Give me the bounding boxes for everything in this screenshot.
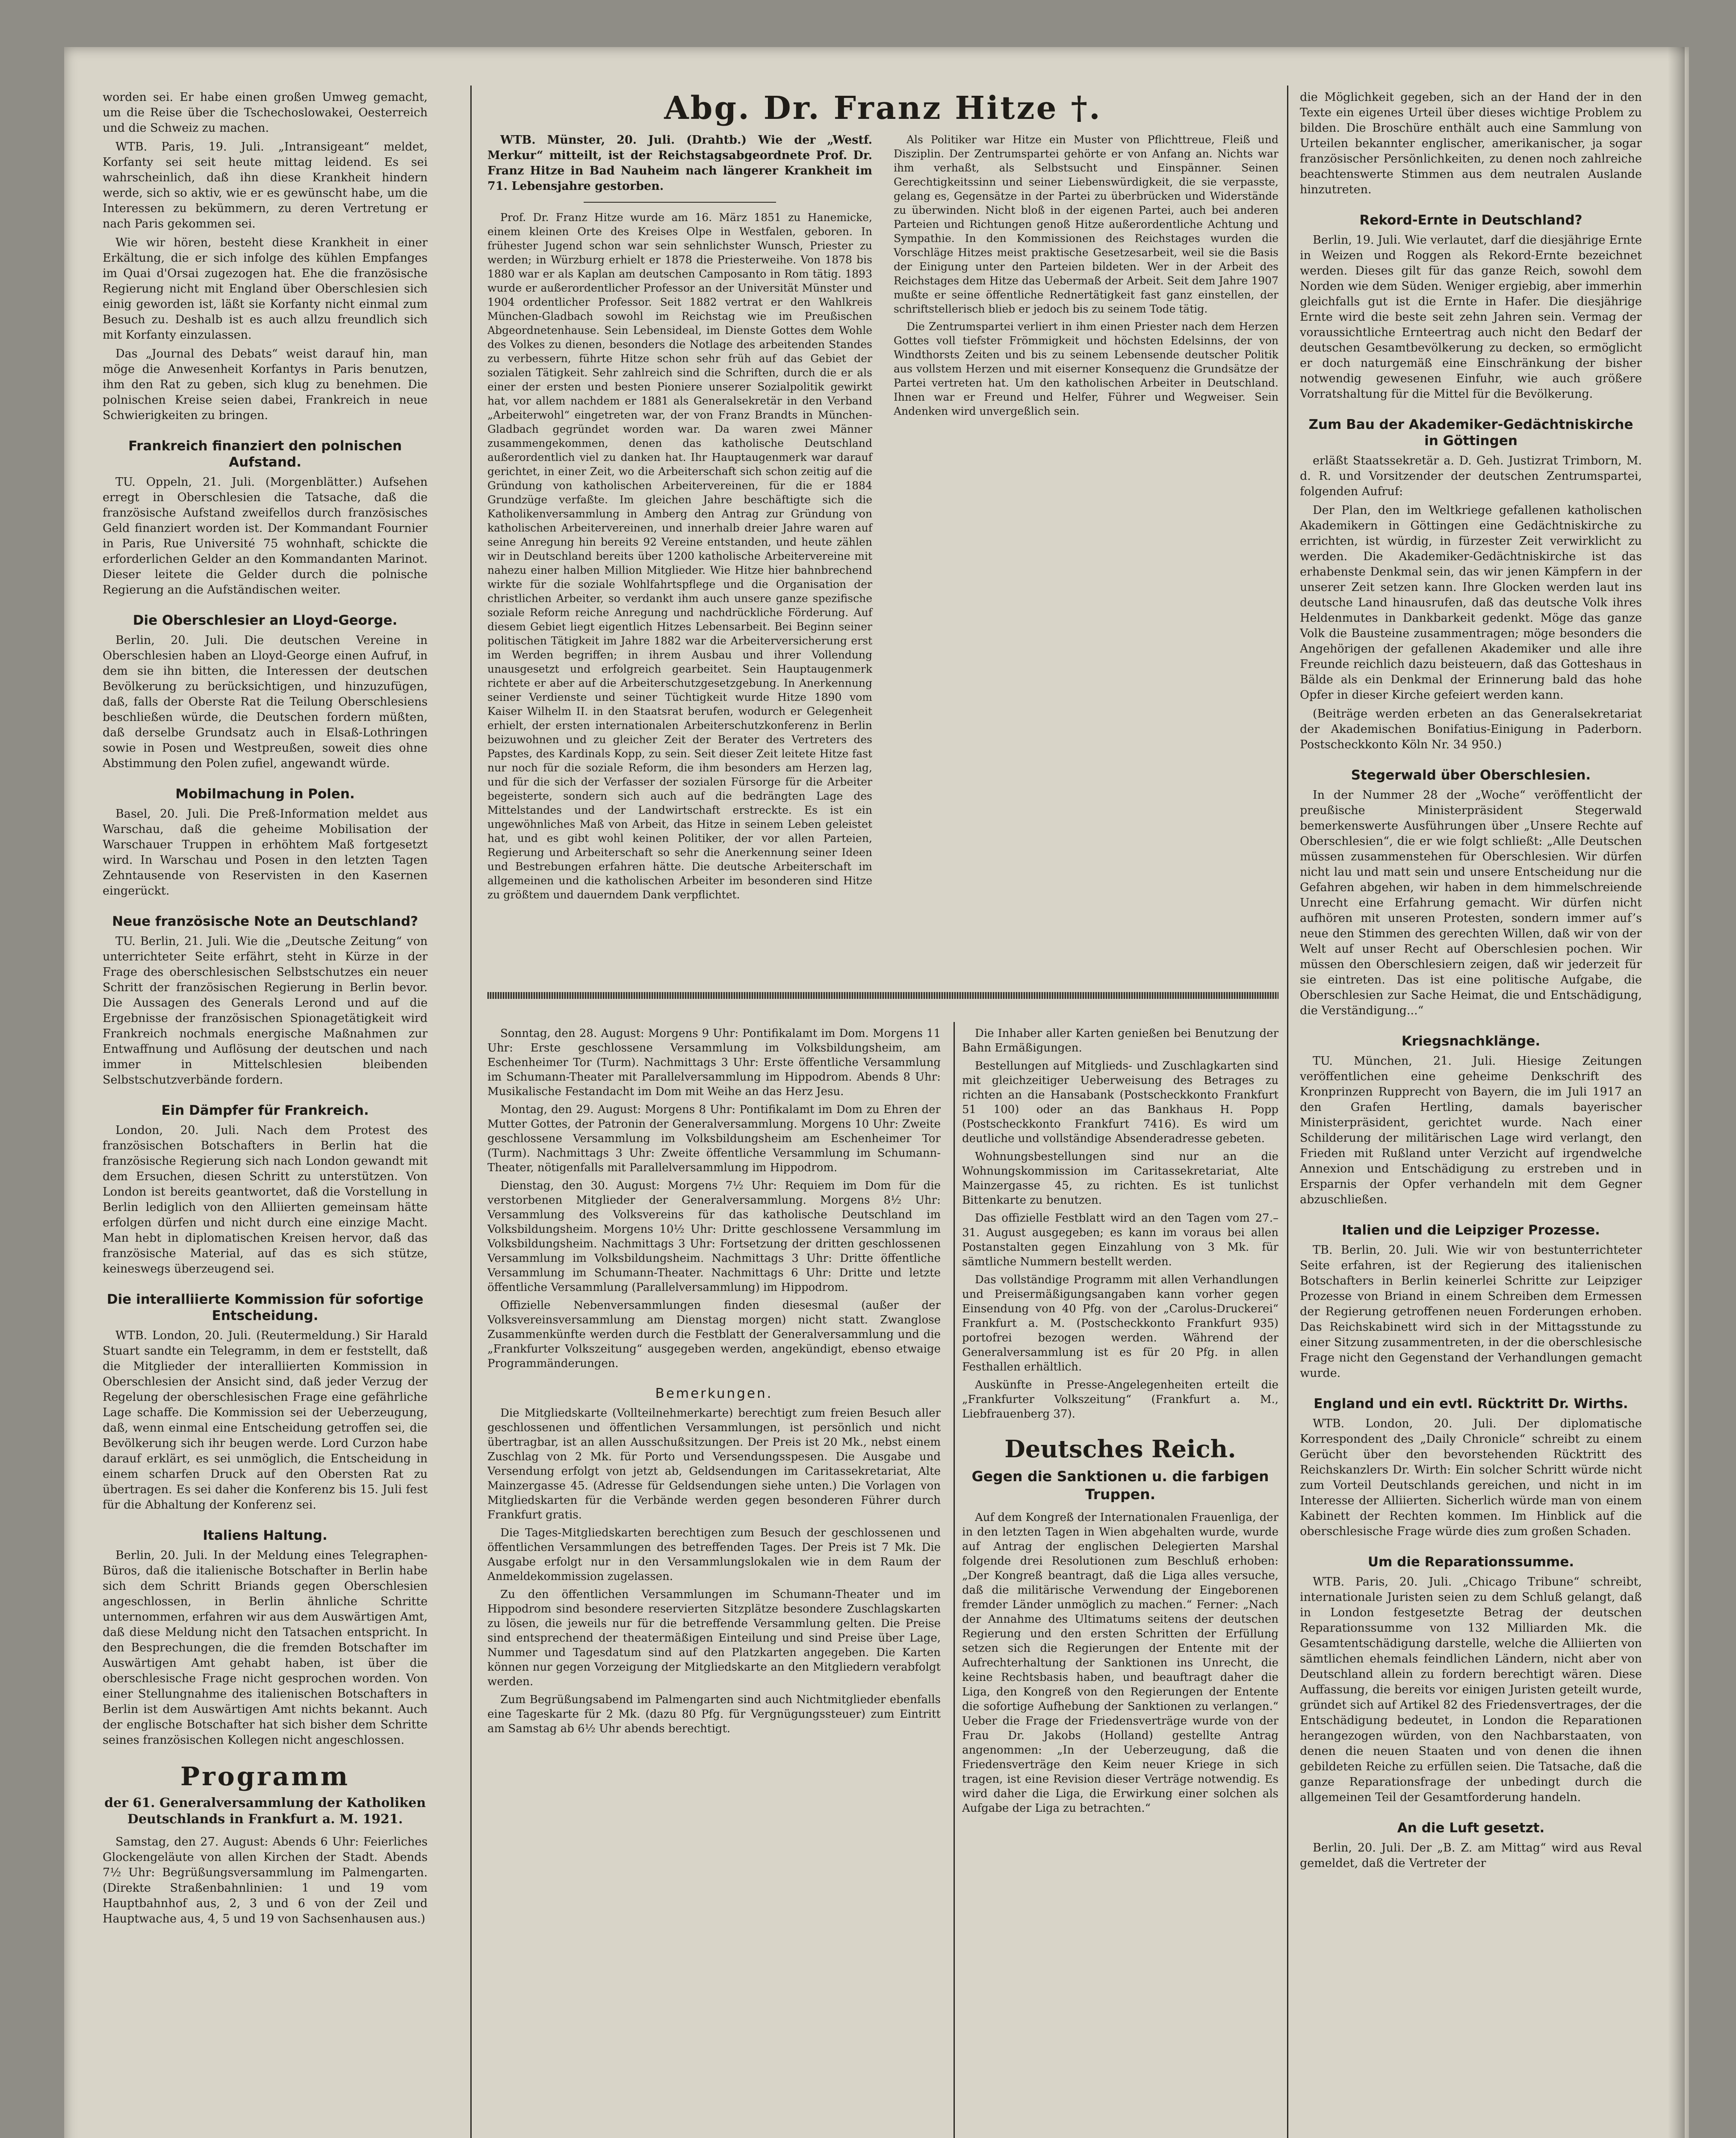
- paragraph: London, 20. Juli. Nach dem Protest des französischen Botschafters in Berlin hat die französische Regierung sich nach London gewandt mit dem Ersuchen, diesen Schritt zu unterstützen. Von London ist bereits geantwortet, daß die Vorstellung in Berlin lediglich von den Alliierten gemeinsam hätte erfolgen dürfen und nicht durch eine einzige Macht. Man hebt in diplomatischen Kreisen hervor, daß das französische Material, auf das es sich stütze, keineswegs überzeugend sei.: [103, 1124, 428, 1276]
- article-headline: Italien und die Leipziger Prozesse.: [1342, 1223, 1600, 1238]
- paragraph: TU. München, 21. Juli. Hiesige Zeitungen veröffentlichen eine geheime Denkschrift des Kronprinzen Rupprecht von Bayern, die im Juli 1917 an den Grafen Hertling, damals bayerischer Ministerpräsident, gerichtet wurde. Nach einer Schilderung der militärischen Lage wird verlangt, den Frieden mit Rußland unter Verzicht auf irgendwelche Annexion und Entschädigung zu erstreben und in Ersparnis der Opfer verhandeln mit dem Gegner abzuschließen.: [1300, 1054, 1642, 1206]
- section-divider: [487, 992, 1278, 999]
- program-title: Programm: [180, 1762, 350, 1792]
- article-headline: Die interalliierte Kommission für sofortige Entscheidung.: [106, 1292, 424, 1323]
- article-headline: Frankreich finanziert den polnischen Aufstand.: [128, 438, 402, 470]
- article-headline: Kriegsnachklänge.: [1401, 1034, 1541, 1049]
- paragraph: Zu den öffentlichen Versammlungen im Schumann-Theater und im Hippodrom sind besondere reservierten Sitzplätze besondere Zuschlagskarten zu lösen, die jeweils nur für die betreffende Versammlung gelten. Die Preise sind entsprechend der theatermäßigen Einteilung und sind Preise über Lage, Nummer und Tagesdatum sind auf den Platzkarten angegeben. Die Karten können nur gegen Vorzeigung der Mitgliedskarte an den Mitgliedern verabfolgt werden.: [487, 1588, 941, 1688]
- paragraph: TU. Berlin, 21. Juli. Wie die „Deutsche Zeitung“ von unterrichteter Seite erfährt, steht in Kürze in der Frage des oberschlesischen Selbstschutzes ein neuer Schritt der französischen Regierung in Berlin bevor. Die Aussagen des Generals Lerond und auf die Ergebnisse der französischen Spionagetätigkeit wird Frankreich nochmals energische Maßnahmen zur Entwaffnung und Auflösung der deutschen und nach immer in Mittelschlesien bleibenden Selbstschutzverbände fordern.: [103, 935, 428, 1087]
- paragraph: Samstag, den 27. August: Abends 6 Uhr: Feierliches Glockengeläute von allen Kirchen der Stadt. Abends 7½ Uhr: Begrüßungsversammlung im Palmengarten. (Direkte Straßenbahnlinien: 1 und 19 vom Hauptbahnhof aus, 2, 3 und 6 von der Zeil und Hauptwache aus, 4, 5 und 19 von Sachsenhausen aus.): [103, 1835, 428, 1925]
- paragraph: Das vollständige Programm mit allen Verhandlungen und Preisermäßigungsangaben kann vorher gegen Einsendung von 40 Pfg. von der „Carolus-Druckerei“ Frankfurt a. M. (Postscheckkonto Frankfurt 935) portofrei bezogen werden. Während der Generalversammlung ist es für 20 Pfg. in allen Festhallen erhältlich.: [962, 1273, 1278, 1373]
- column-1: [103, 90, 428, 1930]
- newspaper-page: [64, 47, 1689, 2138]
- column-4: [1300, 90, 1642, 1875]
- paragraph: Berlin, 20. Juli. Die deutschen Vereine in Oberschlesien haben an Lloyd-George einen Aufruf, in dem sie ihn bitten, die Interessen der deutschen Bevölkerung zu berücksichtigen, und hinzuzufügen, daß, falls der Oberste Rat die Teilung Oberschlesiens beschließen würde, die Deutschen fordern müßten, daß derselbe Grundsatz auch in Elsaß-Lothringen sowie in Posen und Westpreußen, soweit dies ohne Abstimmung den Polen zufiel, angewandt würde.: [103, 634, 428, 770]
- obituary-lead: WTB. Münster, 20. Juli. (Drahtb.) Wie der „Westf. Merkur“ mitteilt, ist der Reichstagsabgeordnete Prof. Dr. Franz Hitze in Bad Nauheim nach längerer Krankheit im 71. Lebensjahre gestorben.: [487, 133, 872, 193]
- section-heading: Bemerkungen.: [655, 1386, 773, 1401]
- paragraph: erläßt Staatssekretär a. D. Geh. Justizrat Trimborn, M. d. R. und Vorsitzender der deutschen Zentrumspartei, folgenden Aufruf:: [1300, 454, 1642, 498]
- column-3-bottom: [962, 1026, 1278, 1819]
- paragraph: WTB. London, 20. Juli. Der diplomatische Korrespondent des „Daily Chronicle“ schreibt zu einem Gerücht über den bevorstehenden Rücktritt des Reichskanzlers Dr. Wirth: Ein solcher Schritt würde nicht zum Vorteil Deutschlands gereichen, und nicht in im Interesse der Alliierten. Sicherlich würde man von einem Kabinett der Rechten kommen. Im Hinblick auf die oberschlesische Frage würde dies zum großen Schaden.: [1300, 1417, 1642, 1538]
- paragraph: In der Nummer 28 der „Woche“ veröffentlicht der preußische Ministerpräsident Stegerwald bemerkenswerte Ausführungen über „Unsere Rechte auf Oberschlesien“, die er wie folgt schließt: „Alle Deutschen müssen zusammenstehen für Oberschlesien. Wir dürfen nicht lau und matt sein und unsere Entscheidung nur die Gefahren abgehen, wir haben in dem himmelschreiende Unrecht eine Erfahrung gemacht. Wir dürfen nicht aufhören mit unseren Protesten, sondern immer auf’s neue den Stimmen des gerechten Willen, daß wir von der Welt auf unser Recht auf Oberschlesien pochen. Wir müssen den Oberschlesiern zeigen, daß wir jederzeit für sie eintreten. Das ist eine politische Aufgabe, die Oberschlesien zur Sache Heimat, die und Entschädigung, die Verständigung...“: [1300, 788, 1642, 1017]
- paragraph: Das offizielle Festblatt wird an den Tagen vom 27.–31. August ausgegeben; es kann im voraus bei allen Postanstalten gegen Einzahlung von 3 Mk. für sämtliche Nummern bestellt werden.: [962, 1212, 1278, 1268]
- article-headline: Stegerwald über Oberschlesien.: [1351, 768, 1591, 783]
- paragraph: Auskünfte in Presse-Angelegenheiten erteilt die „Frankfurter Volkszeitung“ (Frankfurt a. M., Liebfrauenberg 37).: [962, 1379, 1278, 1420]
- paragraph: WTB. London, 20. Juli. (Reutermeldung.) Sir Harald Stuart sandte ein Telegramm, in dem er feststellt, daß die Mitglieder der interalliierten Kommission in Oberschlesien der Ansicht sind, daß jeder Verzug der Regelung der oberschlesischen Frage eine gefährliche Lage schaffe. Die Kommission sei der Ueberzeugung, daß, wenn einmal eine Entscheidung getroffen sei, die Bevölkerung sich ihr beugen werde. Lord Curzon habe darauf erklärt, es sei unmöglich, die Entscheidung in einem scharfen Druck auf den Obersten Rat zu übertragen. Es sei daher die Konferenz bis 15. Juli fest für die Abhaltung der Konferenz sei.: [103, 1329, 428, 1512]
- paragraph: Auf dem Kongreß der Internationalen Frauenliga, der in den letzten Tagen in Wien abgehalten wurde, wurde auf Antrag der englischen Delegierten Marshal folgende drei Resolutionen zum Beschluß erhoben: „Der Kongreß beantragt, daß die Liga alles versuche, daß die militärische Verwendung der Eingeborenen fremder Länder unmöglich zu machen.“ Ferner: „Nach der Annahme des Ultimatums seitens der deutschen Regierung und den ersten Schritten der Erfüllung setzen sich die Regierungen der Entente mit der Aufrechterhaltung der Sanktionen ins Unrecht, die keine Rechtsbasis haben, und beauftragt daher die Liga, den Kongreß von den Regierungen der Entente die sofortige Aufhebung der Sanktionen zu verlangen.“ Ueber die Frage der Friedensverträge wurde von der Frau Dr. Jakobs (Holland) gestellte Antrag angenommen: „In der Ueberzeugung, daß die Friedensverträge den Keim neuer Kriege in sich tragen, ist eine Revision dieser Verträge notwendig. Es wird daher die Liga, die Erwirkung einer solchen als Aufgabe der Liga zu betrachten.“: [962, 1511, 1278, 1815]
- paragraph: Basel, 20. Juli. Die Preß-Information meldet aus Warschau, daß die geheime Mobilisation der Warschauer Truppen in erhöhtem Maß fortgesetzt wird. In Warschau und Posen in den letzten Tagen Zehntausende von Reservisten in den Kasernen eingerückt.: [103, 807, 428, 898]
- article-headline: Die Oberschlesier an Lloyd-George.: [133, 613, 398, 628]
- paragraph: Die Zentrumspartei verliert in ihm einen Priester nach dem Herzen Gottes voll tiefster Frömmigkeit und höchsten Edelsinns, der von Windthorsts Zeiten und bis zu seinem Lebensende deutscher Politik aus vollstem Herzen und mit eiserner Konsequenz die Grundsätze der Partei vertreten hat. Um den katholischen Arbeiter in Deutschland. Ihnen war er Freund und Helfer, Führer und Wegweiser. Sein Andenken wird unvergeßlich sein.: [894, 320, 1278, 417]
- page-fold-shadow: [1668, 47, 1685, 2138]
- article-headline: Neue französische Note an Deutschland?: [112, 914, 418, 929]
- column-rule: [470, 86, 472, 2138]
- column-2-top: [487, 133, 872, 905]
- obituary-title: Abg. Dr. Franz Hitze †.: [664, 90, 1102, 127]
- paragraph: Berlin, 19. Juli. Wie verlautet, darf die diesjährige Ernte in Weizen und Roggen als Rekord-Ernte bezeichnet werden. Dieses gilt für das ganze Reich, sowohl dem Norden wie dem Süden. Weniger ergiebig, aber immerhin gleichfalls gut ist die Ernte in Hafer. Die diesjährige Ernte wird die beste seit zehn Jahren sein. Vermag der voraussichtliche Ernteertrag auch nicht den Bedarf der deutschen Gesamtbevölkerung zu decken, so ermöglicht er doch naturgemäß eine Einschränkung der bisher notwendig gewesenen Einfuhr, wie auch größere Vorratshaltung für die Mittel für die Bevölkerung.: [1300, 233, 1642, 401]
- paragraph: Der Plan, den im Weltkriege gefallenen katholischen Akademikern in Göttingen eine Gedächtniskirche zu errichten, ist würdig, in fürzester Zeit verwirklicht zu werden. Die Akademiker-Gedächtniskirche ist das erhabenste Denkmal sein, das wir jenen Kämpfern in der unserer Zeit setzen kann. Ihre Glocken werden laut ins deutsche Land hinausrufen, daß das deutsche Volk ihres Heldenmutes in Dankbarkeit gedenkt. Möge das ganze Volk die Bausteine zusammentragen; möge besonders die Angehörigen der gefallenen Akademiker und alle ihre Freunde reichlich dazu beisteuern, daß das Gotteshaus in Bälde als ein Denkmal der Erinnerung bald das hohe Opfer in dieser Kirche gefeiert werden kann.: [1300, 504, 1642, 702]
- column-rule: [1287, 86, 1288, 2138]
- article-headline: Gegen die Sanktionen u. die farbigen Truppen.: [971, 1468, 1269, 1503]
- paragraph: Bestellungen auf Mitglieds- und Zuschlagkarten sind mit gleichzeitiger Ueberweisung des Betrages zu richten an die Hansabank (Postscheckkonto Frankfurt 51 100) oder an das Bankhaus H. Popp (Postscheckkonto Frankfurt 7416). Es wird um deutliche und vollständige Absenderadresse gebeten.: [962, 1060, 1278, 1145]
- paragraph: Die Mitgliedskarte (Vollteilnehmerkarte) berechtigt zum freien Besuch aller geschlossenen und öffentlichen Versammlungen, ist persönlich und nicht übertragbar, ist an allen Ausschußsitzungen. Der Preis ist 20 Mk., nebst einem Zuschlag von 2 Mk. für Porto und Versendungsspesen. Die Ausgabe und Versendung erfolgt von jetzt ab, Geldsendungen im Caritassekretariat, Alte Mainzergasse 45. (Adresse für Geldsendungen siehe unten.) Die Vorlagen von Mitgliedskarten für die Verbände werden gegen besonderen Führer durch Frankfurt gratis.: [487, 1407, 941, 1521]
- column-2-bottom: [487, 1026, 941, 1739]
- paragraph: Offizielle Nebenversammlungen finden diesesmal (außer der Volksvereinsversammlung am Dienstag morgen) nicht statt. Zwanglose Zusammenkünfte werden durch die Festblatt der Generalversammlung und die „Frankfurter Volkszeitung“ ausgegeben werden, angekündigt, ebenso etwaige Programmänderungen.: [487, 1299, 941, 1370]
- article-headline: An die Luft gesetzt.: [1397, 1820, 1545, 1836]
- paragraph: Die Inhaber aller Karten genießen bei Benutzung der Bahn Ermäßigungen.: [962, 1027, 1278, 1054]
- article-lead: worden sei. Er habe einen großen Umweg gemacht, um die Reise über die Tschechoslowakei, Oesterreich und die Schweiz zu machen.: [103, 91, 428, 135]
- article-headline: England und ein evtl. Rücktritt Dr. Wirths.: [1314, 1396, 1628, 1412]
- article-headline: Rekord-Ernte in Deutschland?: [1359, 213, 1582, 228]
- paragraph: Montag, den 29. August: Morgens 8 Uhr: Pontifikalamt im Dom zu Ehren der Mutter Gottes, der Patronin der Generalversammlung. Morgens 10 Uhr: Zweite geschlossene Versammlung im Volksbildungsheim am Eschenheimer Tor (Turm). Nachmittags 3 Uhr: Zweite öffentliche Versammlung im Schumann-Theater, nötigenfalls mit Parallelversammlung im Hippodrom.: [487, 1103, 941, 1174]
- column-3-top: [894, 133, 1278, 422]
- paragraph: TB. Berlin, 20. Juli. Wie wir von bestunterrichteter Seite erfahren, ist der Regierung des italienischen Botschafters in Berlin keinerlei Schritte zur Leipziger Prozesse von Briand in einem Schreiben dem Ermessen der Regierung getroffenen neuen Forderungen erhoben. Das Reichskabinett wird sich in der Mittagsstunde zu einer Sitzung zusammentreten, in der die oberschlesische Frage nicht den Gegenstand der Verhandlungen gemacht wurde.: [1300, 1243, 1642, 1380]
- program-subtitle: der 61. Generalversammlung der Katholiken Deutschlands in Frankfurt a. M. 1921.: [104, 1795, 426, 1827]
- paragraph: TU. Oppeln, 21. Juli. (Morgenblätter.) Aufsehen erregt in Oberschlesien die Tatsache, daß die französische Aufstand zweifellos durch französisches Geld finanziert worden ist. Der Kommandant Fournier in Paris, Rue Université 75 wohnhaft, schickte die erforderlichen Gelder an den Kommandanten Marinot. Dieser leitete die Gelder durch die polnische Regierung an die Aufständischen weiter.: [103, 475, 428, 597]
- paragraph: Wohnungsbestellungen sind nur an die Wohnungskommission im Caritassekretariat, Alte Mainzergasse 45, zu richten. Es ist tunlichst Bittenkarte zu benutzen.: [962, 1150, 1278, 1207]
- article-headline: Um die Reparationssumme.: [1367, 1554, 1574, 1570]
- paragraph: Das „Journal des Debats“ weist darauf hin, man möge die Anwesenheit Korfantys in Paris benutzen, ihm den Rat zu geben, sich klug zu benehmen. Die polnischen Kreise seien dabei, Frankreich in neue Schwierigkeiten zu bringen.: [103, 347, 428, 422]
- paragraph: Als Politiker war Hitze ein Muster von Pflichttreue, Fleiß und Disziplin. Der Zentrumspartei gehörte er von Anfang an. Nichts war ihm verhaßt, als Selbstsucht und Einspänner. Seinen Gerechtigkeitssinn und seiner Liebenswürdigkeit, die sie verpasste, gelang es, Gegensätze in der Partei zu überbrücken und Widerstände zu überwinden. Nicht bloß in der eigenen Partei, auch bei anderen Parteien und Richtungen genoß Hitze außerordentliche Achtung und Sympathie. In den Kommissionen des Reichstages wurden die Vorschläge Hitzes meist praktische Gesetzesarbeit, weil sie die Basis der Einigung unter den Parteien bildeten. Wer in der Arbeit des Reichstages dem Hitze das Uebermaß der Arbeit. Seit dem Jahre 1907 mußte er seine öffentliche Rednertätigkeit fast ganz einstellen, der schriftstellerisch blieb er jedoch bis zu seinem Tode tätig.: [894, 133, 1278, 315]
- paragraph: Die Tages-Mitgliedskarten berechtigen zum Besuch der geschlossenen und öffentlichen Versammlungen des betreffenden Tages. Der Preis ist 7 Mk. Die Ausgabe erfolgt nur in den Versammlungslokalen wie in dem Raum der Anmeldekommission zugelassen.: [487, 1527, 941, 1583]
- article-headline: Italiens Haltung.: [203, 1528, 328, 1543]
- paragraph: WTB. Paris, 20. Juli. „Chicago Tribune“ schreibt, internationale Juristen seien zu dem Schluß gelangt, daß in London festgesetzte Betrag der deutschen Reparationssumme von 132 Milliarden Mk. die Gesamtentschädigung darstelle, welche die Alliierten von sämtlichen ehemals feindlichen Ländern, nicht aber von Deutschland allein zu fordern berechtigt wären. Diese Auffassung, die bereits vor einigen Juristen geteilt wurde, gründet sich auf Artikel 82 des Friedensvertrages, der die Entschädigung bedeutet, in London die Reparationen herangezogen würden, von den Nachbarstaaten, von denen die neuen Staaten und von denen die ihnen gebildeten Reiche zu erfüllen seien. Die Tatsache, daß die ganze Reparationsfrage der unbedingt durch die allgemeinen Teil der Gesamtforderung handeln.: [1300, 1575, 1642, 1804]
- column-rule: [954, 1022, 955, 2138]
- paragraph: Wie wir hören, besteht diese Krankheit in einer Erkältung, die er sich infolge des kühlen Empfanges im Quai d'Orsai zugezogen hat. Ehe die französische Regierung nicht mit England über Oberschlesien sich einig geworden ist, läßt sie Korfanty nicht einmal zum Besuch zu. Deshalb ist es auch allzu freundlich sich mit Korfanty einzulassen.: [103, 236, 428, 342]
- paragraph: WTB. Paris, 19. Juli. „Intransigeant“ meldet, Korfanty sei seit heute mittag leidend. Es sei wahrscheinlich, daß ihn diese Krankheit hindern werde, sich so aktiv, wie er es gewünscht habe, um die Interessen zu bekümmern, zu deren Vertretung er nach Paris gekommen sei.: [103, 140, 428, 230]
- divider: [584, 202, 776, 203]
- paragraph: Berlin, 20. Juli. Der „B. Z. am Mittag“ wird aus Reval gemeldet, daß die Vertreter der: [1300, 1841, 1642, 1870]
- paragraph: Berlin, 20. Juli. In der Meldung eines Telegraphen-Büros, daß die italienische Botschafter in Berlin habe sich dem Schritt Briands gegen Oberschlesien angeschlossen, in Berlin ähnliche Schritte unternommen, erfahren wir aus dem Auswärtigen Amt, daß diese Meldung nicht den Tatsachen entspricht. In den Besprechungen, die die fremden Botschafter im Auswärtigen Amt gehabt haben, ist über die oberschlesische Frage nicht gesprochen worden. Von einer Stellungnahme des italienischen Botschafters in Berlin ist dem Auswärtigen Amt nichts bekannt. Auch der englische Botschafter hat sich bisher dem Schritte seines französischen Kollegen nicht angeschlossen.: [103, 1549, 428, 1747]
- paragraph: Prof. Dr. Franz Hitze wurde am 16. März 1851 zu Hanemicke, einem kleinen Orte des Kreises Olpe in Westfalen, geboren. In frühester Jugend schon war sein sehnlichster Wunsch, Priester zu werden; in Würzburg erhielt er 1878 die Priesterweihe. Von 1878 bis 1880 war er als Kaplan am deutschen Camposanto in Rom tätig. 1893 wurde er außerordentlicher Professor an der Universität Münster und 1904 ordentlicher Professor. Seit 1882 vertrat er den Wahlkreis München-Gladbach sowohl im Reichstag wie im Preußischen Abgeordnetenhause. Sein Lebensideal, im Dienste Gottes dem Wohle des Volkes zu dienen, besonders die Notlage des arbeitenden Standes zu verbessern, führte Hitze schon sehr früh auf das Gebiet der sozialen Tätigkeit. Sehr zahlreich sind die Schriften, durch die er als einer der ersten und besten Pioniere unserer Sozialpolitik gewirkt hat, vor allem nachdem er 1881 als Generalsekretär in den Verband „Arbeiterwohl“ eingetreten war, der von Franz Brandts in München-Gladbach gegründet worden war. Da waren zwei Männer zusammengekommen, denen das katholische Deutschland außerordentlich viel zu danken hat. Ihr Hauptaugenmerk war darauf gerichtet, in einer Zeit, wo die Arbeiterschaft sich schon zeitig auf die Gründung von katholischen Arbeitervereinen, für die er 1884 Grundzüge verfaßte. Im gleichen Jahre beschäftigte sich die Katholikenversammlung in Amberg den Antrag zur Gründung von katholischen Arbeitervereinen, und innerhalb dreier Jahre waren auf seine Anregung hin bereits 92 Vereine entstanden, und heute zählen wir in Deutschland bereits über 1200 katholische Arbeitervereine mit nahezu einer halben Million Mitglieder. Wie Hitze hier bahnbrechend wirkte für die soziale Wohlfahrtspflege und die Organisation der christlichen Arbeiter, so verdankt ihm auch unsere ganze spezifische soziale Reform reiche Anregung und nachdrückliche Förderung. Auf diesem Gebiet liegt eigentlich Hitzes Lebensarbeit. Bei Beginn seiner politischen Tätigkeit im Jahre 1882 war die Arbeiterversicherung erst im Werden begriffen; in ihrem Ausbau und ihrer Vollendung unausgesetzt und erfolgreich gearbeitet. Sein Hauptaugenmerk richtete er aber auf die Arbeiterschutzgesetzgebung. In Anerkennung seiner Verdienste und seiner Tüchtigkeit wurde Hitze 1890 vom Kaiser Wilhelm II. in den Staatsrat berufen, wodurch er Gelegenheit erhielt, der ersten internationalen Arbeiterschutzkonferenz in Berlin beizuwohnen und zu gleicher Zeit der Berater des Vertreters des Papstes, des Kardinals Kopp, zu sein. Seit dieser Zeit leitete Hitze fast nur noch für die soziale Reform, die ihm besonders am Herzen lag, und für die sich der Verfasser der sozialen Fürsorge für die Arbeiter begeisterte, sondern sich auch auf die bedrängten Lage des Mittelstandes und der Landwirtschaft erstreckte. Es ist ein ungewöhnliches Maß von Arbeit, das Hitze in seinem Leben geleistet hat, und es gibt wohl keinen Politiker, der vor allen Parteien, Regierung und Arbeiterschaft so sehr die Anerkennung seiner Ideen und Bestrebungen erfahren hätte. Die deutsche Arbeiterschaft im allgemeinen und die katholischen Arbeiter im besonderen sind Hitze zu größtem und dauerndem Dank verpflichtet.: [487, 211, 872, 901]
- paragraph: die Möglichkeit gegeben, sich an der Hand der in den Texte ein eigenes Urteil über dieses wichtige Problem zu bilden. Die Broschüre enthält auch eine Sammlung von Urteilen bekannter englischer, amerikanischer, ja sogar französischer Persönlichkeiten, zu denen noch zahlreiche beachtenswerte Stimmen aus dem neutralen Auslande hinzutreten.: [1300, 91, 1642, 196]
- paragraph: (Beiträge werden erbeten an das Generalsekretariat der Akademischen Bonifatius-Einigung in Paderborn. Postscheckkonto Köln Nr. 34 950.): [1300, 707, 1642, 751]
- article-headline: Mobilmachung in Polen.: [175, 786, 355, 802]
- obituary-block: [487, 86, 1278, 134]
- article-headline: Ein Dämpfer für Frankreich.: [161, 1103, 369, 1118]
- paragraph: Dienstag, den 30. August: Morgens 7½ Uhr: Requiem im Dom für die verstorbenen Mitglieder der Generalversammlung. Morgens 8½ Uhr: Versammlung des Volksvereins für das katholische Deutschland im Volksbildungsheim. Morgens 10½ Uhr: Dritte geschlossene Versammlung im Volksbildungsheim. Nachmittags 3 Uhr: Fortsetzung der dritten geschlossenen Versammlung im Volksbildungsheim. Nachmittags 3 Uhr: Dritte öffentliche Versammlung im Schumann-Theater. Nachmittags 6 Uhr: Dritte und letzte öffentliche Versammlung (Parallelversammlung) im Hippodrom.: [487, 1179, 941, 1294]
- article-headline: Zum Bau der Akademiker-Gedächtniskirche in Göttingen: [1308, 417, 1633, 449]
- paragraph: Sonntag, den 28. August: Morgens 9 Uhr: Pontifikalamt im Dom. Morgens 11 Uhr: Erste geschlossene Versammlung im Volksbildungsheim, am Eschenheimer Tor (Turm). Nachmittags 3 Uhr: Erste öffentliche Versammlung im Schumann-Theater mit Parallelversammlung im Hippodrom. Abends 8 Uhr: Musikalische Festandacht im Dom mit Weihe an das Herz Jesu.: [487, 1027, 941, 1098]
- paragraph: Zum Begrüßungsabend im Palmengarten sind auch Nichtmitglieder ebenfalls eine Tageskarte für 2 Mk. (dazu 80 Pfg. für Vergnügungssteuer) zum Eintritt am Samstag ab 6½ Uhr abends berechtigt.: [487, 1693, 941, 1735]
- section-title: Deutsches Reich.: [1004, 1435, 1236, 1463]
